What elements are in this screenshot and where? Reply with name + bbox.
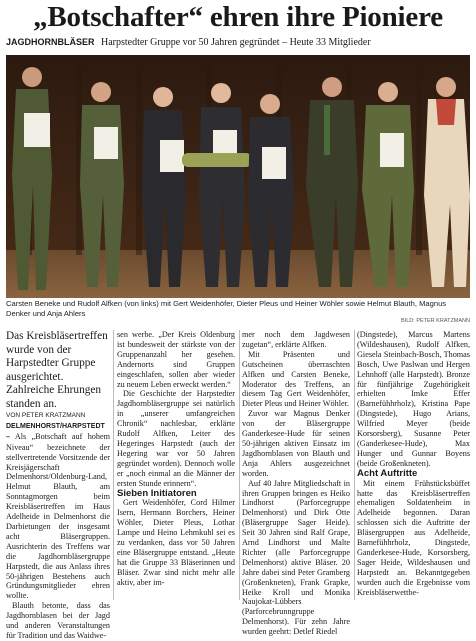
group-photo-illustration <box>6 55 470 298</box>
dateline: DELMENHORST/HARPSTEDT – <box>6 422 105 441</box>
kicker: JAGDHORNBLÄSER <box>6 37 95 47</box>
body-paragraph: Die Geschichte der Harpstedter Jagdhornbläsergruppe sei natürlich in „unserer umfangreichen Chronik“ nachlesbar, erklärte Rudolf Alfken, Leiter des Hegeringes Harpstedt (auch der Hegering war vor 50 Jahren gegründet worden). Dennoch wolle er „noch einmal an die Männer der ersten Stunde erinnern“. <box>117 389 235 488</box>
column-1 <box>6 330 110 640</box>
column-divider <box>113 330 114 600</box>
section-subhead: Acht Auftritte <box>357 467 418 479</box>
subheadline-line <box>6 36 470 49</box>
photo-credit: BILD: PETER KRATZMANN <box>401 318 470 324</box>
body-text: Als „Botschaft auf hohem Niveau“ bezeichnete der stellvertretende Vorsitzende der Kreisjägerschaft Delmenhorst/Oldenburg-Land, Helmut Blauth, am Sonntagmorgen beim Kreisbläsertreffen im Haus Adelheide in Delmenhorst die Darbietungen der insgesamt acht Bläsergruppen. Ausrichterin des Treffens war die Jagdhornbläsergruppe Harpstedt, die aus Anlass ihres 50-jährigen Bestehens auch Gründungsmitglieder ehren wollte. <box>6 431 110 601</box>
column-3 <box>242 330 350 637</box>
body-paragraph: Zuvor war Magnus Denker von der Bläsergruppe Ganderkesee-Hude für seinen 50-jährigen aktiven Einsatz im Jagdhornblasen von Blauth und Anja Ahlers ausgezeichnet worden. <box>242 409 350 478</box>
subheadline: Harpstedter Gruppe vor 50 Jahren gegründet – Heute 33 Mitglieder <box>101 37 371 48</box>
body-paragraph <box>6 421 110 601</box>
column-2 <box>117 330 235 600</box>
body-paragraph: Blauth betonte, dass das Jagdhornblasen bei der Jagd und anderen Veranstaltungen für Tradition und das Waidwe- <box>6 601 110 640</box>
body-paragraph: sen werbe. „Der Kreis Oldenburg ist bundesweit der stärkste von der Gruppenanzahl her gesehen. Andernorts sind Gruppen eingeschlafen, sollen aber wieder zu neuem Leben erweckt werden.“ <box>117 330 235 389</box>
body-paragraph: Auf 40 Jahre Mitgliedschaft in ihren Gruppen bringen es Heiko Lindhorst (Parforcegruppe Delmenhorst) und Dirk Otte (Bläsergruppe Sager Heide). Seit 30 Jahren sind Ralf Grape, Arnd Lindhorst und Malte Richter (alle Parforcegruppe Delmenhorst) aktive Bläser. 20 Jahre dabei sind Peter Gramberg (Großenkneten), Frank Grapke, Heike Kroll und Monika Naujokat-Lübbers (Parforcebrunngruppe Delmenhorst). Für zehn Jahre wurden geehrt: Detlef Riedel <box>242 478 350 637</box>
column-divider <box>239 330 240 600</box>
body-paragraph: Mit einem Frühstücksbüffet hatte das Kreisbläsertreffen ehemaligen Soldatenheim in Adelheide begonnen. Daran schlossen sich die Auftritte der Bläsergruppen aus Adelheide, Barnefühhrholz, Dingstede, Ganderkesee-Hude, Korsorsberg, Sager Heide, Wildeshausen und Harpstedt an. Bekanntgegeben wurden auch die Ergebnisse vom Kreisbläserwettbe- <box>357 478 470 597</box>
body-paragraph: Mit Präsenten und Gutscheinen überraschten Alfken und Carsten Beneke, Moderator des Treffens, an diesem Tag Gert Weidenhöfer, Dieter Pleus und Heiner Wöhler. <box>242 349 350 409</box>
column-4 <box>357 330 470 600</box>
column-divider <box>354 330 355 600</box>
headline: „Botschafter“ ehren ihre Pioniere <box>33 1 443 33</box>
intro-text: Das Kreisbläsertreffen wurde von der Harpstedter Gruppe ausgerichtet. Zahlreiche Ehrungen standen an. <box>6 330 108 410</box>
body-paragraph: mer noch dem Jagdwesen zugetan“, erklärte Alfken. <box>242 330 350 349</box>
section-subhead: Sieben Initiatoren <box>117 487 197 499</box>
body-paragraph: Gert Weidenhöfer, Cord Hilmer Isern, Hermann Borchers, Heiner Wöhler, Dieter Pleus, Lothar Lampe und Heino Lehmkuhl sei es zu verdanken, dass vor 50 Jahren eine Bläsergruppe entstand. „Heute hat die Gruppe 33 Bläserinnen und Bläser. Zwar sind nicht mehr alle aktiv, aber im- <box>117 498 235 587</box>
author-line: VON PETER KRATZMANN <box>6 412 86 419</box>
body-paragraph: (Dingstede), Marcus Martens (Wildeshausen), Rudolf Alfken, Giesela Steinbach-Bosch, Thomas Bosch, Uwe Paslwan und Hergen Lehnhoff (alle Harpstedt). Bronze für fünfjährige Zugehörigkeit erhielten Imke Effer (Barnefühhrholz), Kristina Pape (Dingstede), Hugo Arians, Wilfried Meyer (beide Korsorsberg), Susanne Peter (Ganderkesee-Hude), Max Hunger und Gunnar Boyens (beide Großenkneten). <box>357 330 470 468</box>
photo-caption: Carsten Beneke und Rudolf Alfken (von links) mit Gert Weidenhöfer, Dieter Pleus und Heiner Wöhler sowie Helmut Blauth, Magnus Denker und Anja Ahlers <box>6 299 447 318</box>
group-photo <box>6 55 470 298</box>
